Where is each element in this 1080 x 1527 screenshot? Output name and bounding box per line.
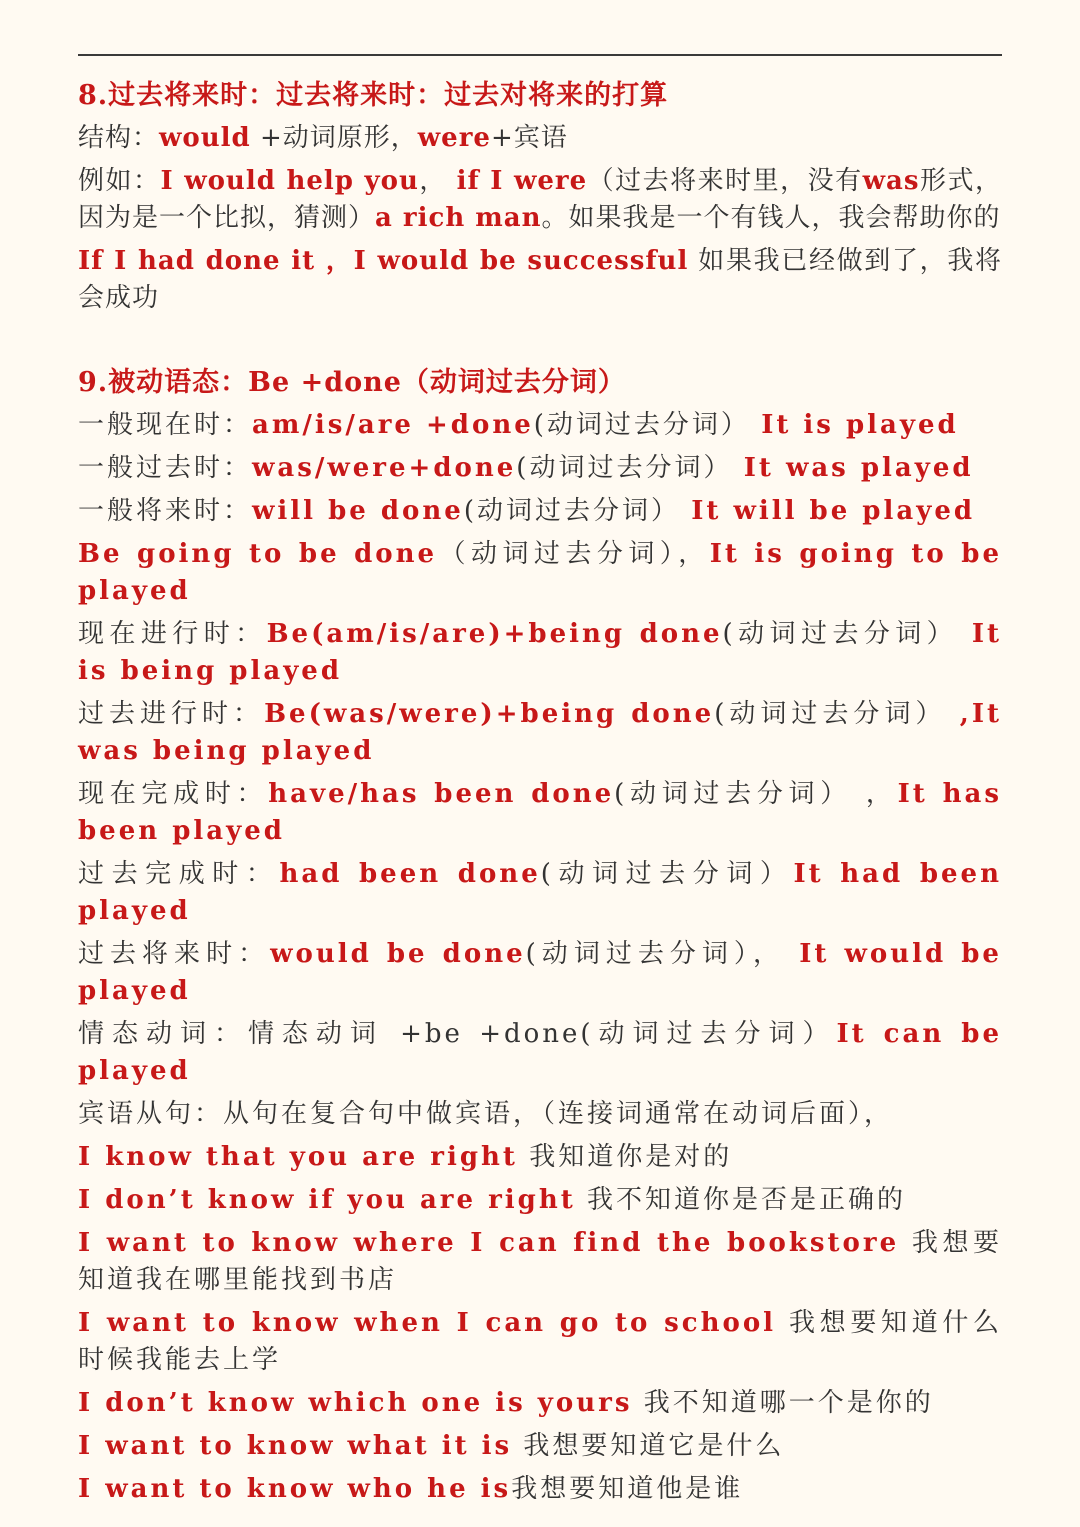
passive-row: 一般现在时：am/is/are +done(动词过去分词） It is played: [78, 410, 959, 440]
passive-row: 现在进行时：Be(am/is/are)+being done(动词过去分词） It is being played: [78, 619, 1002, 686]
object-clause-definition: 宾语从句：从句在复合句中做宾语，（连接词通常在动词后面），: [78, 1099, 894, 1129]
passive-row: 情态动词：情态动词 +be +done(动词过去分词）It can be played: [78, 1019, 1003, 1086]
passive-row: 过去完成时：had been done(动词过去分词）It had been played: [78, 859, 1002, 926]
section-8-structure: 结构：would +动词原形，were+宾语: [78, 123, 568, 153]
object-clause-example: I know that you are right 我知道你是对的: [78, 1142, 733, 1172]
passive-row: 一般将来时：will be done(动词过去分词） It will be played: [78, 496, 976, 526]
passive-row: 过去进行时：Be(was/were)+being done(动词过去分词） ,It was being played: [78, 699, 1002, 766]
section-9-heading: 9.被动语态：Be +done（动词过去分词）: [78, 367, 626, 398]
section-8-example: 例如：I would help you， if I were（过去将来时里，没有was形式，因为是一个比拟，猜测）a rich man。如果我是一个有钱人，我会帮助你的: [78, 166, 1002, 233]
section-8-example-2: If I had done it ，I would be successful 如果我已经做到了，我将会成功: [78, 246, 1003, 313]
object-clause-example: I don’t know which one is yours 我不知道哪一个是你的: [78, 1388, 934, 1418]
passive-row: Be going to be done（动词过去分词），It is going to be played: [78, 539, 1002, 606]
section-gap: [78, 323, 1002, 363]
top-divider: [78, 54, 1002, 56]
object-clause-example: I want to know who he is我想要知道他是谁: [78, 1474, 744, 1504]
object-clause-example: I want to know when I can go to school 我想要知道什么时候我能去上学: [78, 1308, 1003, 1375]
passive-row: 过去将来时：would be done(动词过去分词）， It would be played: [78, 939, 1002, 1006]
section-8-heading: 8.过去将来时：过去将来时：过去对将来的打算: [78, 80, 669, 111]
object-clause-example: I want to know where I can find the bookstore 我想要知道我在哪里能找到书店: [78, 1228, 1003, 1295]
passive-row: 一般过去时：was/were+done(动词过去分词） It was played: [78, 453, 974, 483]
content-area: [78, 76, 1002, 1514]
object-clause-example: I don’t know if you are right 我不知道你是否是正确的: [78, 1185, 907, 1215]
passive-row: 现在完成时：have/has been done(动词过去分词） ，It has been played: [78, 779, 1002, 846]
object-clause-example: I want to know what it is 我想要知道它是什么: [78, 1431, 785, 1461]
